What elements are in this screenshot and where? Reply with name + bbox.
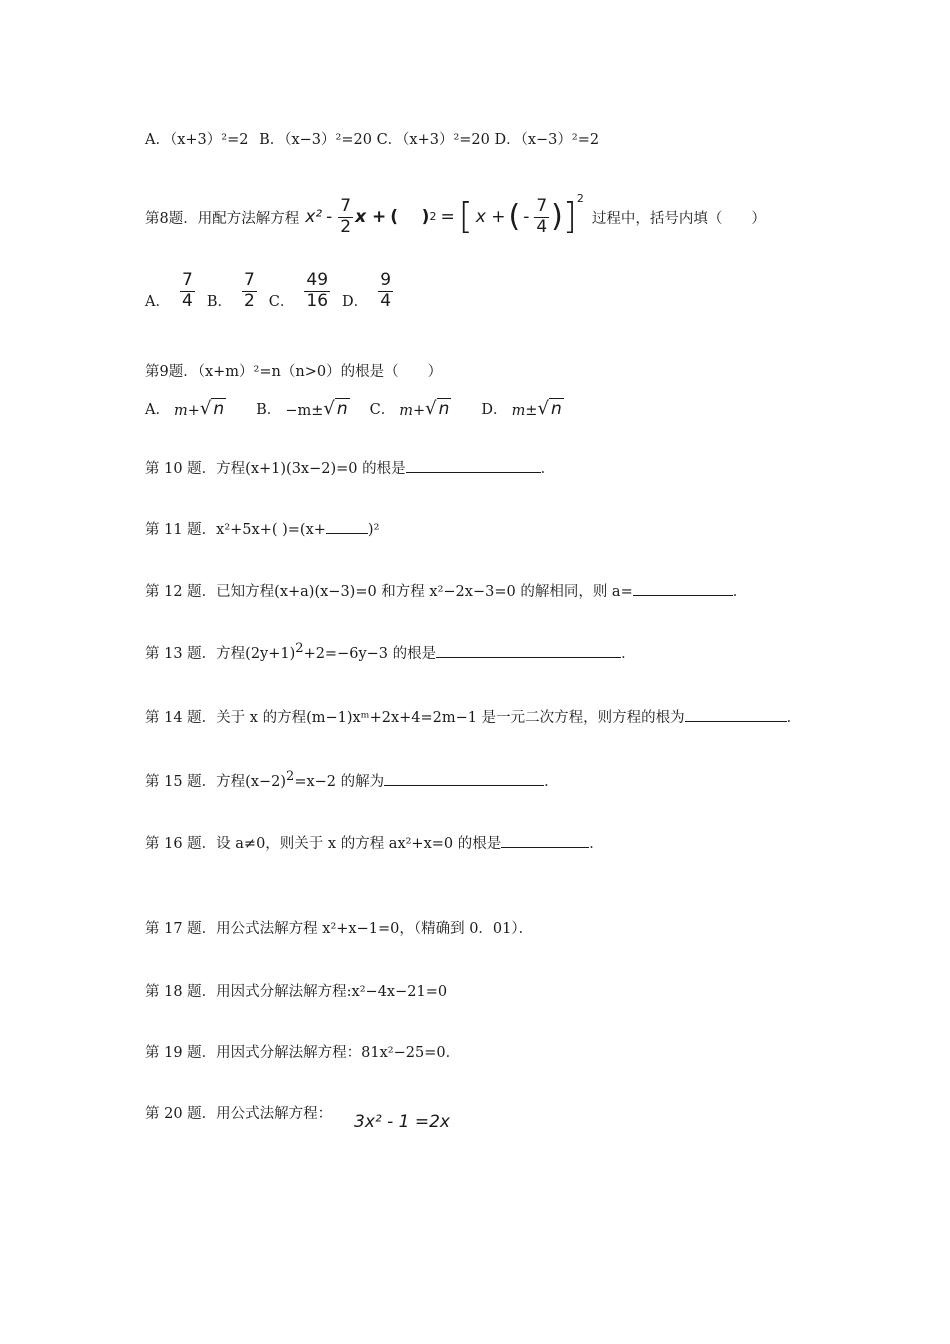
q14-question: 第 14 题．关于 x 的方程(m−1)xᵐ+2x+4=2m−1 是一元二次方程，则方程的根为 ． [145,710,802,726]
q8-frac-7-2: $\frac{7}{2}$ [340,196,352,237]
answer-blank[interactable] [384,773,544,786]
q9-option-c: C． m+ √ n [369,398,450,419]
q9-option-a: A． m+ √ n [145,398,225,419]
answer-blank[interactable] [326,521,368,534]
q8-option-c: C． $\frac{49}{16}$ [268,270,329,311]
q11-question: 第 11 题．x²+5x+( )=(x+ )² [145,522,380,538]
q8-frac-7-4: $\frac{7}{4}$ [536,196,548,237]
q7-options [145,128,599,149]
answer-blank[interactable] [685,709,787,722]
q9-option-d: D． m± √ n [481,398,562,419]
answer-blank[interactable] [436,645,621,658]
answer-blank[interactable] [633,583,733,596]
q8-suffix: 过程中，括号内填（ ） [591,210,766,227]
q8-equation: x² - $\frac{7}{2}$ x + ( ) 2 = [ x + ( - $\frac{7}{4}$ ) ] 2 [305,192,584,238]
q17-question: 第 17 题．用公式法解方程 x²+x−1=0，（精确到 0．01）． [145,921,534,937]
q9-options [145,398,564,419]
q19-question: 第 19 题．用因式分解法解方程：81x²−25=0． [145,1045,461,1061]
answer-blank[interactable] [406,460,541,473]
q13-question: 第 13 题．方程$(2y+1)^2+2=-6y-3$ 的根是 ． [145,641,636,662]
q7-option-b: B．（x−3）²=20 [259,132,372,148]
q15-question: 第 15 题．方程$(x-2)^2=x-2$ 的解为 ． [145,769,559,790]
q20-question: 第 20 题．用公式法解方程： [145,1106,333,1122]
q8-option-a: A． $\frac{7}{4}$ [145,270,193,311]
q10-question: 第 10 题．方程(x+1)(3x−2)=0 的根是 ． [145,461,556,477]
q8-option-b: B． $\frac{7}{2}$ [206,270,255,311]
q20-equation: 3x² - 1 =2x [354,1112,450,1132]
q9-option-b: B． −m± √ n [256,398,348,419]
q7-option-d: D．（x−3）²=2 [494,132,600,148]
q8-label: 第8题．用配方法解方程 [145,210,300,227]
q7-option-c: C．（x+3）²=20 [376,132,490,148]
answer-blank[interactable] [501,835,589,848]
q8-question [145,192,766,238]
q16-question: 第 16 题．设 a≠0，则关于 x 的方程 ax²+x=0 的根是 ． [145,836,604,852]
q8-option-d: D． $\frac{9}{4}$ [342,270,392,311]
q12-question: 第 12 题．已知方程(x+a)(x−3)=0 和方程 x²−2x−3=0 的解相同，则 a= ． [145,584,748,600]
q8-options [145,272,405,311]
q9-question: 第9题．（x+m）²=n（n>0）的根是（ ） [145,364,443,380]
q18-question: 第 18 题．用因式分解法解方程:x²−4x−21=0 [145,984,448,1000]
q7-option-a: A．（x+3）²=2 [145,132,249,148]
